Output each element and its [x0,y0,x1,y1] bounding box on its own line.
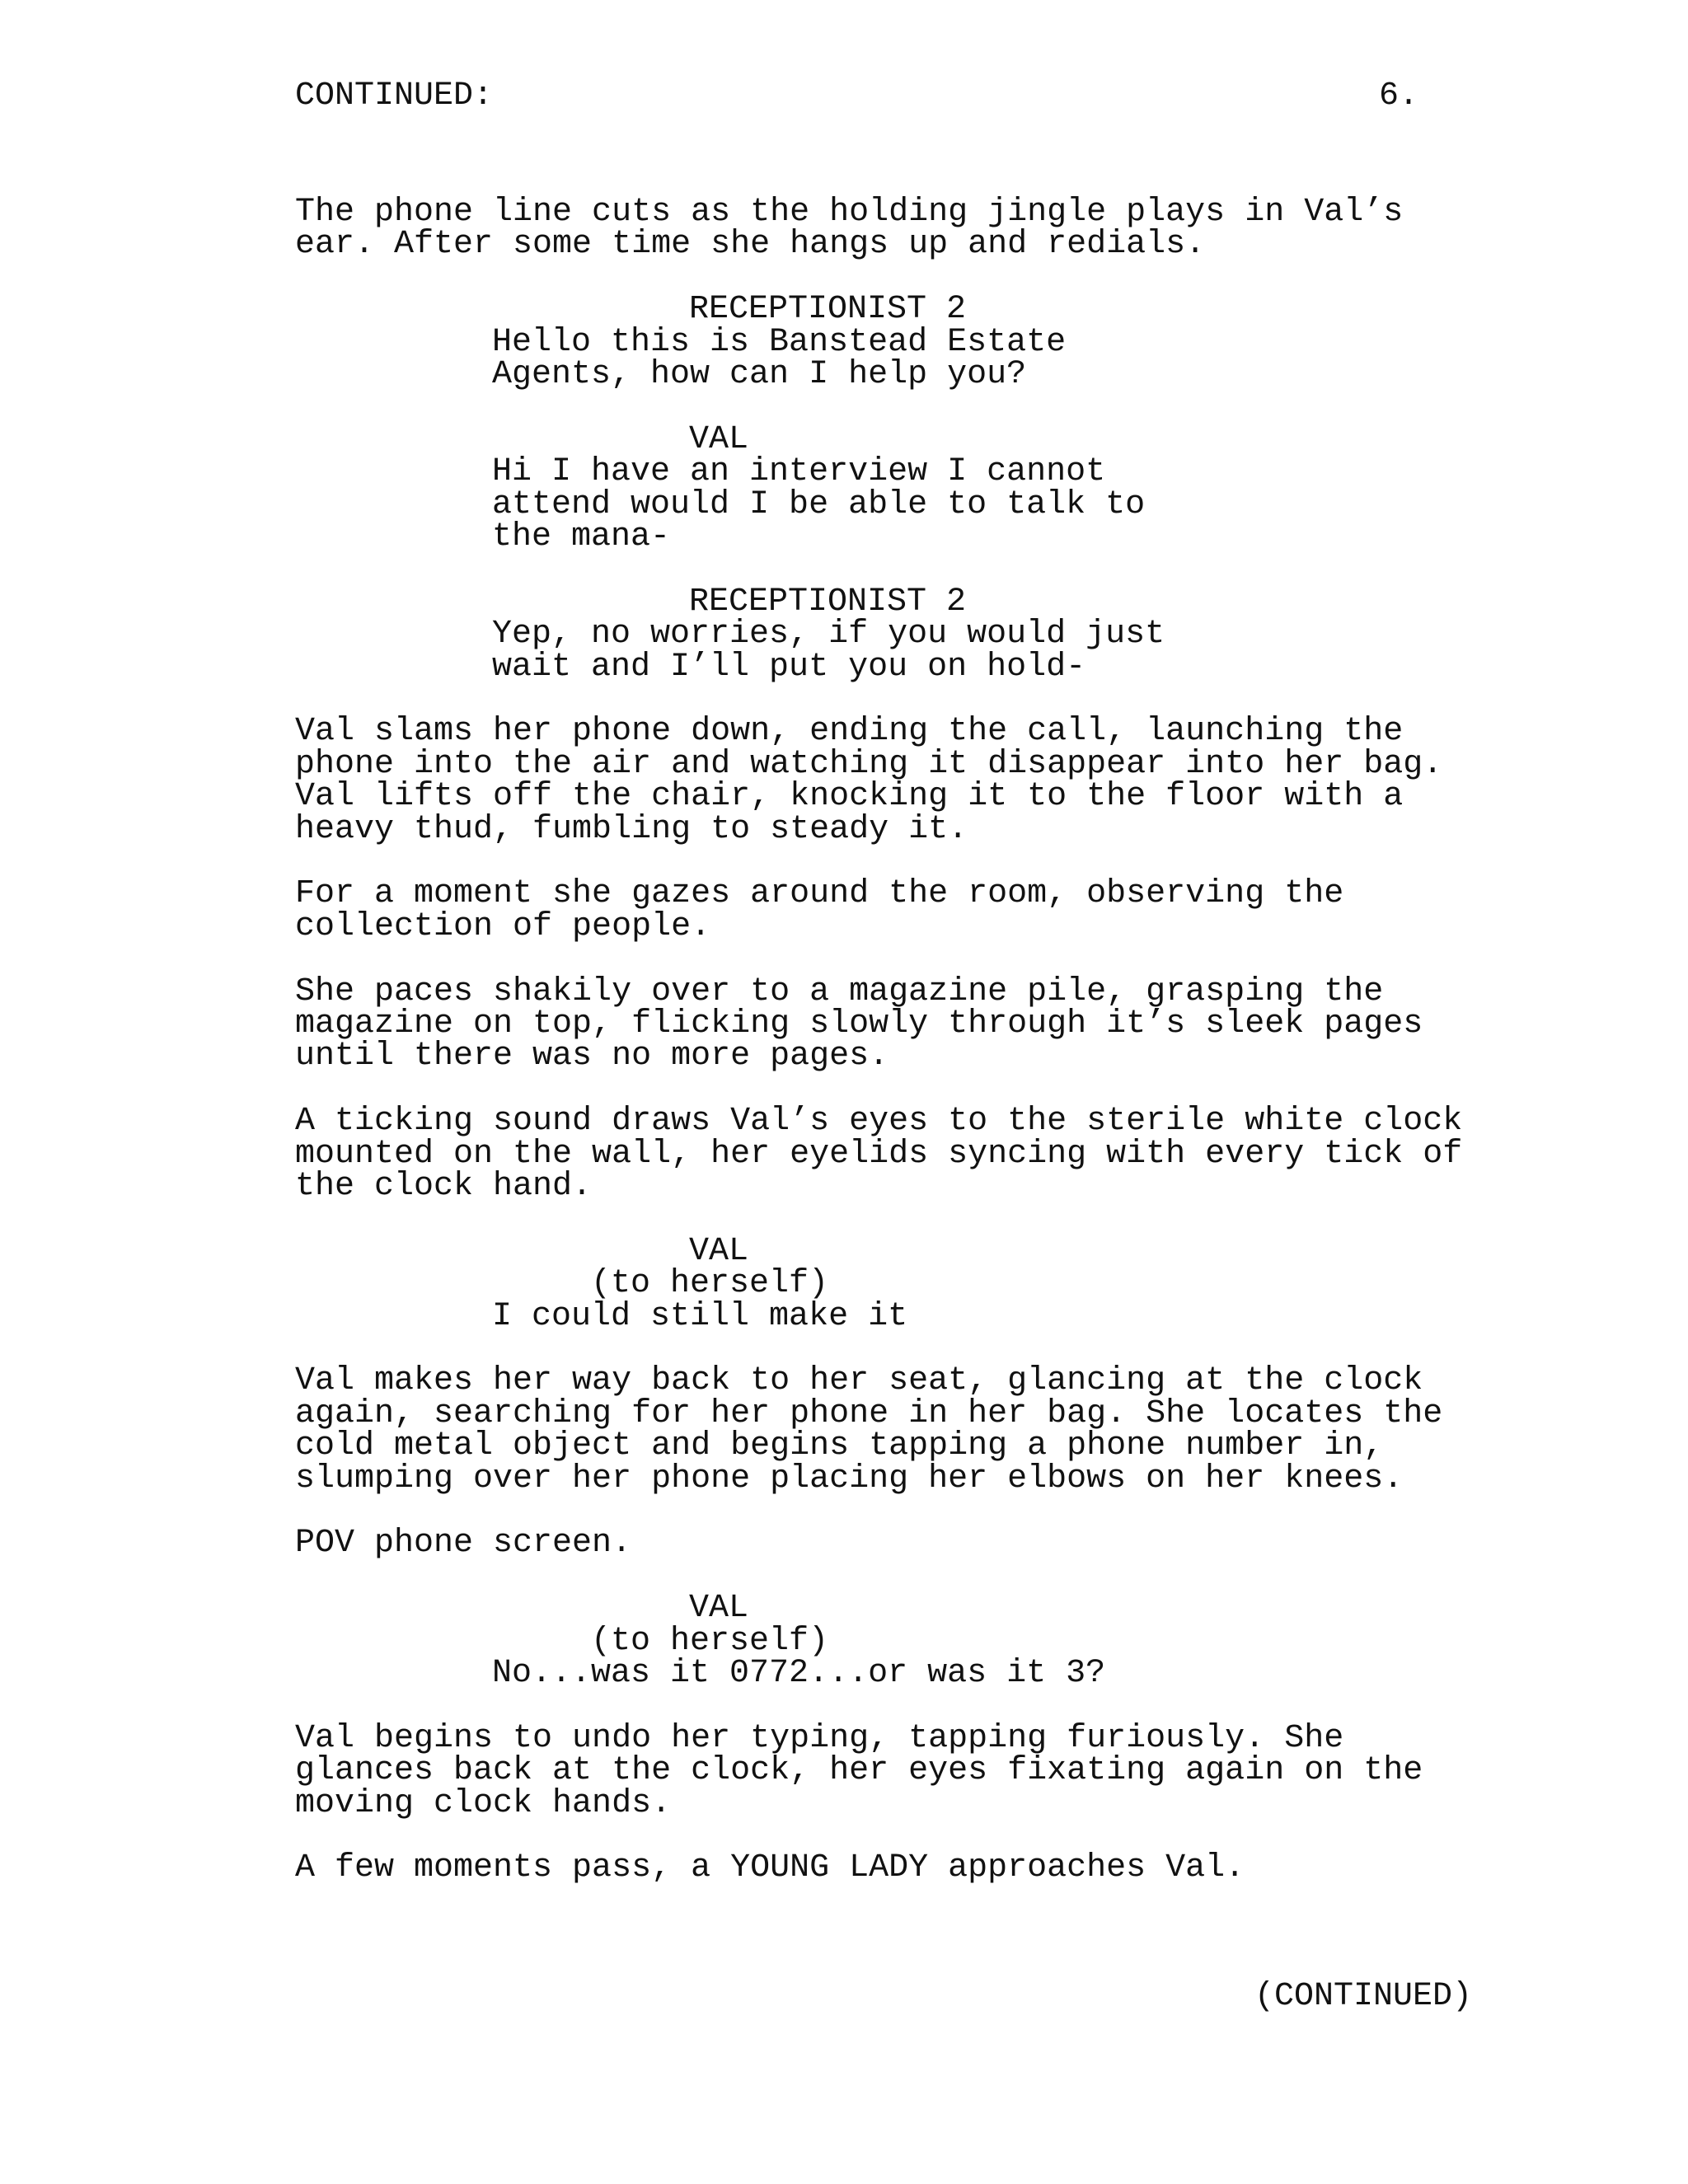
action-line: the clock hand. [295,1168,593,1205]
continued-header: CONTINUED: [295,77,494,115]
parenthetical: (to herself) [591,1623,829,1660]
dialogue-line: attend would I be able to talk to [492,486,1146,523]
action-line: heavy thud, fumbling to steady it. [295,811,968,848]
dialogue-line: Hello this is Banstead Estate [492,324,1067,361]
action-line: The phone line cuts as the holding jingle plays in Val’s [295,194,1404,231]
parenthetical: (to herself) [591,1265,829,1302]
action-line: glances back at the clock, her eyes fixating again on the [295,1752,1423,1789]
dialogue-line: wait and I’ll put you on hold- [492,649,1086,686]
character-name: RECEPTIONIST 2 [689,291,967,328]
action-line: Val makes her way back to her seat, glancing at the clock [295,1362,1423,1399]
dialogue-line: I could still make it [492,1298,908,1335]
action-line: collection of people. [295,908,711,945]
action-line: For a moment she gazes around the room, observing the [295,875,1344,912]
continued-footer: (CONTINUED) [1254,1978,1473,2015]
action-line: Val begins to undo her typing, tapping furiously. She [295,1720,1344,1757]
action-line: A ticking sound draws Val’s eyes to the sterile white clock [295,1103,1463,1140]
dialogue-line: the mana- [492,518,671,555]
action-line: moving clock hands. [295,1785,672,1822]
action-line: magazine on top, flicking slowly through it’s sleek pages [295,1005,1423,1043]
action-line: mounted on the wall, her eyelids syncing with every tick of [295,1136,1463,1173]
dialogue-line: Agents, how can I help you? [492,356,1027,393]
action-line: again, searching for her phone in her bag. She locates the [295,1395,1443,1432]
dialogue-line: Yep, no worries, if you would just [492,616,1165,653]
character-name: VAL [689,1233,749,1270]
action-line: Val slams her phone down, ending the call, launching the [295,713,1404,750]
action-line: Val lifts off the chair, knocking it to the floor with a [295,778,1404,815]
action-line: slumping over her phone placing her elbows on her knees. [295,1460,1404,1497]
action-line: A few moments pass, a YOUNG LADY approaches Val. [295,1849,1245,1886]
action-line: phone into the air and watching it disappear into her bag. [295,746,1443,783]
action-line: cold metal object and begins tapping a phone number in, [295,1427,1384,1465]
action-line: until there was no more pages. [295,1038,889,1075]
character-name: VAL [689,421,749,458]
action-line: POV phone screen. [295,1525,632,1562]
dialogue-line: No...was it 0772...or was it 3? [492,1655,1106,1692]
action-line: ear. After some time she hangs up and redials. [295,226,1206,263]
dialogue-line: Hi I have an interview I cannot [492,453,1106,490]
page-number: 6. [1379,77,1419,115]
character-name: RECEPTIONIST 2 [689,583,967,621]
action-line: She paces shakily over to a magazine pile, grasping the [295,973,1384,1010]
character-name: VAL [689,1590,749,1627]
